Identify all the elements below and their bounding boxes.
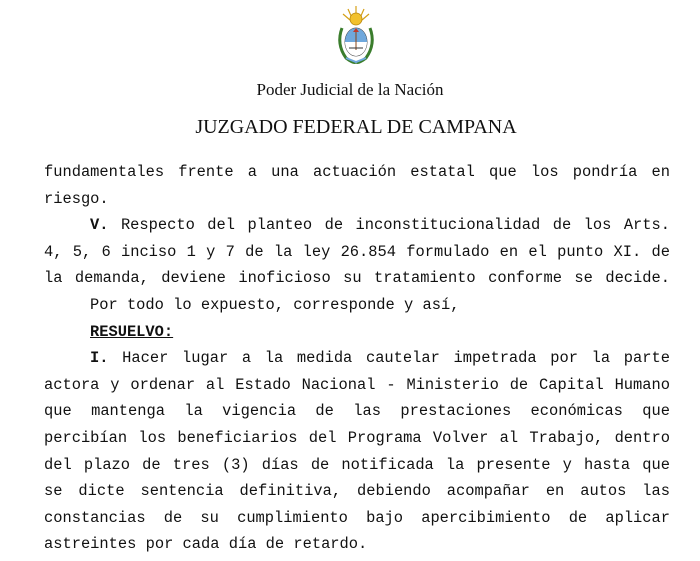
text-line: Por todo lo expuesto, corresponde y así,	[90, 295, 460, 314]
text-line: riesgo.	[44, 189, 109, 208]
document-body	[44, 159, 670, 558]
text-line: se dicte sentencia definitiva, debiendo acompañar en autos las	[44, 482, 670, 501]
paragraph-v-first-line: V. Respecto del planteo de inconstitucionalidad de los Arts.	[90, 216, 670, 235]
court-title: JUZGADO FEDERAL DE CAMPANA	[195, 116, 517, 138]
text-line: actora y ordenar al Estado Nacional - Ministerio de Capital Humano	[44, 375, 670, 394]
institution-title: Poder Judicial de la Nación	[256, 80, 444, 99]
text-line: constancias de su cumplimiento bajo apercibimiento de aplicar	[44, 508, 670, 527]
text-line: 4, 5, 6 inciso 1 y 7 de la ley 26.854 formulado en el punto XI. de	[44, 242, 670, 261]
section-numeral: I.	[90, 349, 109, 368]
text-line: percibían los beneficiarios del Programa Volver al Trabajo, dentro	[44, 428, 670, 447]
section-numeral: V.	[90, 216, 109, 235]
paragraph-i-first-line: I. Hacer lugar a la medida cautelar impetrada por la parte	[90, 349, 670, 368]
text-line: que mantenga la vigencia de las prestaciones económicas que	[44, 402, 670, 421]
text-line: astreintes por cada día de retardo.	[44, 535, 368, 554]
text-line: del plazo de tres (3) días de notificada la presente y hasta que	[44, 455, 670, 474]
coat-of-arms-icon	[334, 4, 378, 66]
resolution-heading: RESUELVO:	[90, 322, 174, 341]
text-line: fundamentales frente a una actuación estatal que los pondría en	[44, 163, 670, 181]
text-line: la demanda, deviene inoficioso su tratamiento conforme se decide.	[44, 269, 670, 288]
